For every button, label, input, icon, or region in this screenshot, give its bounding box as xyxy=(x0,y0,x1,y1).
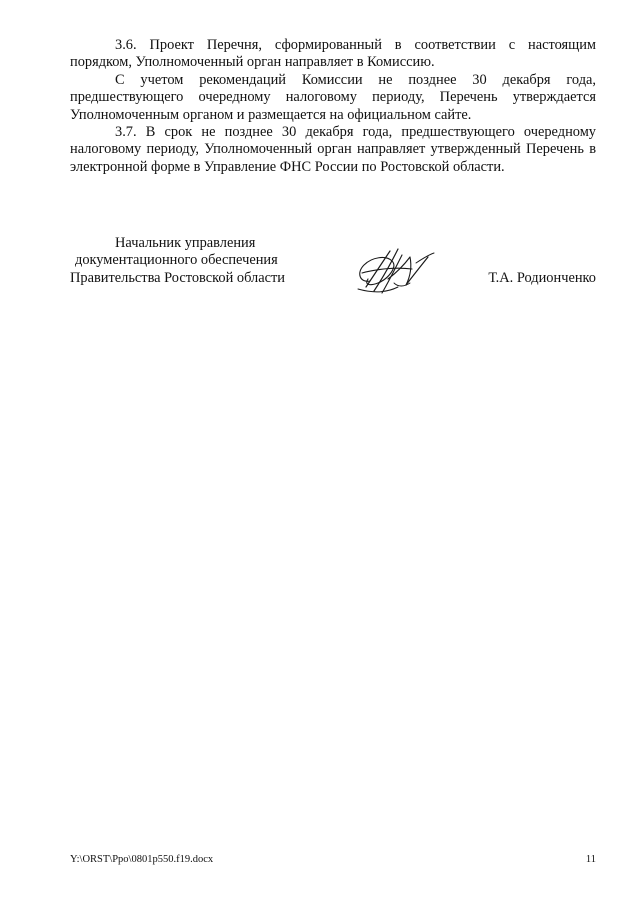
footer-file-path: Y:\ORST\Ppo\0801p550.f19.docx xyxy=(70,854,214,865)
signatory-position xyxy=(70,235,300,287)
document-body xyxy=(70,37,596,176)
handwritten-signature xyxy=(352,243,438,299)
page-number: 11 xyxy=(585,854,596,865)
paragraph-3-6: 3.6. Проект Перечня, сформированный в соответствии с настоящим порядком, Уполномоченный орган направляет в Комиссию. xyxy=(70,37,596,71)
paragraph-3-7: 3.7. В срок не позднее 30 декабря года, предшествующего очередному налоговому периоду, Уполномоченный орган направляет утвержденный Перечень в электронной форме в Управление ФНС России по Ростовской области. xyxy=(70,124,596,175)
position-line-1: Начальник управления xyxy=(115,235,256,251)
signatory-name: Т.А. Родионченко xyxy=(488,270,596,286)
paragraph-approval: С учетом рекомендаций Комиссии не позднее 30 декабря года, предшествующего очередному налоговому периоду, Перечень утверждается Уполномоченным органом и размещается на официальном сайте. xyxy=(70,71,596,123)
position-line-2: документационного обеспечения xyxy=(75,252,278,269)
position-line-3: Правительства Ростовской области xyxy=(70,269,285,286)
